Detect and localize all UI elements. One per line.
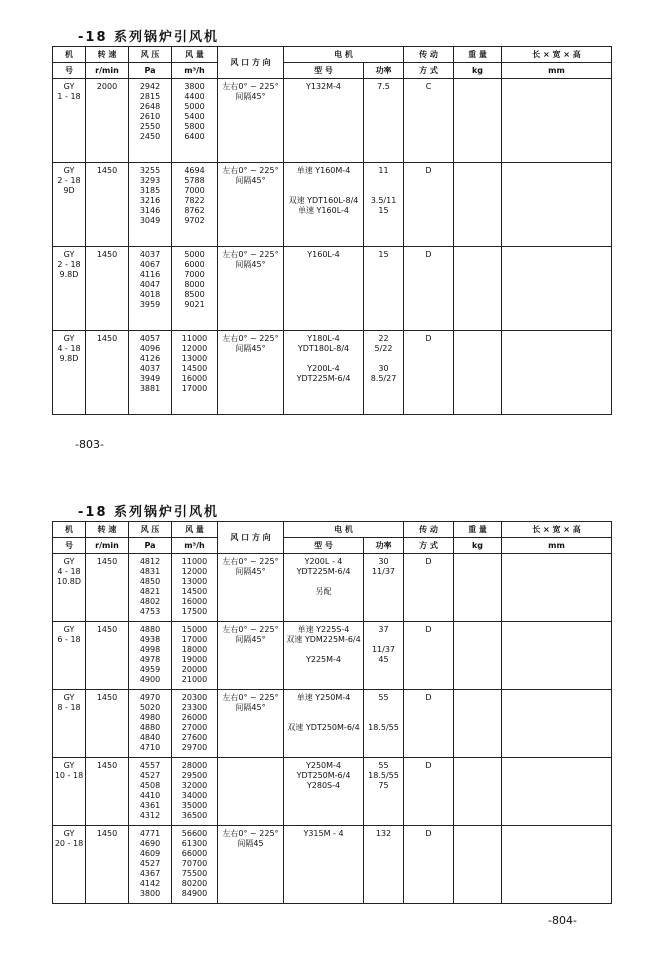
- table-row: [53, 690, 612, 758]
- header-weight-unit: kg: [454, 63, 502, 79]
- speed-cell: 1450: [86, 554, 129, 622]
- pressure-cell: 4057 4096 4126 4037 3949 3881: [129, 331, 172, 415]
- outlet-cell: 左右0° ~ 225° 间隔45°: [218, 622, 284, 690]
- pressure-cell: 4037 4067 4116 4047 4018 3959: [129, 247, 172, 331]
- header-dims: 长 × 宽 × 高: [502, 47, 612, 63]
- header-dims-unit: mm: [502, 538, 612, 554]
- table-row: [53, 758, 612, 826]
- model-cell: GY 8 - 18: [53, 690, 86, 758]
- motor-power-cell: 37 11/37 45: [364, 622, 404, 690]
- page1-title: -18 系列锅炉引风机: [78, 30, 220, 45]
- motor-type-cell: Y132M-4: [284, 79, 364, 163]
- flow-cell: 11000 12000 13000 14500 16000 17500: [172, 554, 218, 622]
- weight-cell: [454, 690, 502, 758]
- drive-cell: D: [404, 247, 454, 331]
- drive-cell: D: [404, 758, 454, 826]
- header-pressure-unit: Pa: [129, 63, 172, 79]
- outlet-cell: 左右0° ~ 225° 间隔45°: [218, 554, 284, 622]
- page2-spec-table: [52, 521, 612, 904]
- pressure-cell: 4880 4938 4998 4978 4959 4900: [129, 622, 172, 690]
- weight-cell: [454, 622, 502, 690]
- header-speed-unit: r/min: [86, 538, 129, 554]
- speed-cell: 1450: [86, 163, 129, 247]
- motor-power-cell: 55 18.5/55 75: [364, 758, 404, 826]
- header-motor-power: 功率: [364, 538, 404, 554]
- motor-power-cell: 22 5/22 30 8.5/27: [364, 331, 404, 415]
- outlet-cell: 左右0° ~ 225° 间隔45°: [218, 690, 284, 758]
- model-cell: GY 6 - 18: [53, 622, 86, 690]
- pressure-cell: 4970 5020 4980 4880 4840 4710: [129, 690, 172, 758]
- dims-cell: [502, 331, 612, 415]
- header-weight: 重 量: [454, 47, 502, 63]
- outlet-cell: [218, 758, 284, 826]
- header-flow-unit: m³/h: [172, 538, 218, 554]
- motor-power-cell: 11 3.5/11 15: [364, 163, 404, 247]
- flow-cell: 28000 29500 32000 34000 35000 36500: [172, 758, 218, 826]
- dims-cell: [502, 247, 612, 331]
- motor-power-cell: 15: [364, 247, 404, 331]
- page1-spec-table: [52, 46, 612, 415]
- flow-cell: 3800 4400 5000 5400 5800 6400: [172, 79, 218, 163]
- model-cell: GY 2 - 18 9D: [53, 163, 86, 247]
- header-outlet: 风 口 方 向: [218, 47, 284, 79]
- drive-cell: D: [404, 826, 454, 904]
- flow-cell: 15000 17000 18000 19000 20000 21000: [172, 622, 218, 690]
- drive-cell: D: [404, 690, 454, 758]
- weight-cell: [454, 554, 502, 622]
- table-row: [53, 79, 612, 163]
- motor-power-cell: 7.5: [364, 79, 404, 163]
- motor-power-cell: 30 11/37: [364, 554, 404, 622]
- table-row: [53, 554, 612, 622]
- outlet-cell: 左右0° ~ 225° 间隔45°: [218, 79, 284, 163]
- header-speed: 转 速: [86, 522, 129, 538]
- motor-type-cell: Y200L - 4 YDT225M-6/4 另配: [284, 554, 364, 622]
- header-pressure: 风 压: [129, 522, 172, 538]
- model-cell: GY 4 - 18 10.8D: [53, 554, 86, 622]
- header-model: 机: [53, 47, 86, 63]
- speed-cell: 1450: [86, 690, 129, 758]
- model-cell: GY 4 - 18 9.8D: [53, 331, 86, 415]
- header-pressure-unit: Pa: [129, 538, 172, 554]
- speed-cell: 1450: [86, 826, 129, 904]
- dims-cell: [502, 758, 612, 826]
- outlet-cell: 左右0° ~ 225° 间隔45°: [218, 331, 284, 415]
- outlet-cell: 左右0° ~ 225° 间隔45°: [218, 163, 284, 247]
- header-motor-type: 型 号: [284, 538, 364, 554]
- motor-power-cell: 55 18.5/55: [364, 690, 404, 758]
- header-flow-unit: m³/h: [172, 63, 218, 79]
- weight-cell: [454, 247, 502, 331]
- header-flow: 风 量: [172, 522, 218, 538]
- speed-cell: 1450: [86, 758, 129, 826]
- header-motor: 电 机: [284, 522, 404, 538]
- page1-number: -803-: [75, 438, 104, 451]
- drive-cell: D: [404, 163, 454, 247]
- motor-type-cell: Y180L-4 YDT180L-8/4 Y200L-4 YDT225M-6/4: [284, 331, 364, 415]
- header-motor-power: 功率: [364, 63, 404, 79]
- page2-title: -18 系列锅炉引风机: [78, 505, 220, 520]
- motor-type-cell: Y250M-4 YDT250M-6/4 Y280S-4: [284, 758, 364, 826]
- table-row: [53, 331, 612, 415]
- weight-cell: [454, 758, 502, 826]
- dims-cell: [502, 554, 612, 622]
- model-cell: GY 1 - 18: [53, 79, 86, 163]
- drive-cell: C: [404, 79, 454, 163]
- header-motor-type: 型 号: [284, 63, 364, 79]
- header-dims-unit: mm: [502, 63, 612, 79]
- speed-cell: 1450: [86, 622, 129, 690]
- motor-type-cell: 单速 Y160M-4 双速 YDT160L-8/4 单速 Y160L-4: [284, 163, 364, 247]
- speed-cell: 2000: [86, 79, 129, 163]
- flow-cell: 4694 5788 7000 7822 8762 9702: [172, 163, 218, 247]
- header-speed: 转 速: [86, 47, 129, 63]
- dims-cell: [502, 826, 612, 904]
- weight-cell: [454, 163, 502, 247]
- header-model-unit: 号: [53, 63, 86, 79]
- dims-cell: [502, 163, 612, 247]
- dims-cell: [502, 622, 612, 690]
- pressure-cell: 3255 3293 3185 3216 3146 3049: [129, 163, 172, 247]
- motor-type-cell: 单速 Y225S-4 双速 YDM225M-6/4 Y225M-4: [284, 622, 364, 690]
- outlet-cell: 左右0° ~ 225° 间隔45: [218, 826, 284, 904]
- header-weight: 重 量: [454, 522, 502, 538]
- weight-cell: [454, 79, 502, 163]
- dims-cell: [502, 690, 612, 758]
- model-cell: GY 20 - 18: [53, 826, 86, 904]
- table-row: [53, 163, 612, 247]
- page2-number: -804-: [548, 914, 577, 927]
- weight-cell: [454, 826, 502, 904]
- header-drive: 传 动: [404, 47, 454, 63]
- model-cell: GY 10 - 18: [53, 758, 86, 826]
- drive-cell: D: [404, 622, 454, 690]
- motor-power-cell: 132: [364, 826, 404, 904]
- motor-type-cell: Y160L-4: [284, 247, 364, 331]
- outlet-cell: 左右0° ~ 225° 间隔45°: [218, 247, 284, 331]
- model-cell: GY 2 - 18 9.8D: [53, 247, 86, 331]
- flow-cell: 11000 12000 13000 14500 16000 17000: [172, 331, 218, 415]
- header-drive: 传 动: [404, 522, 454, 538]
- header-motor: 电 机: [284, 47, 404, 63]
- table-row: [53, 826, 612, 904]
- drive-cell: D: [404, 331, 454, 415]
- motor-type-cell: Y315M - 4: [284, 826, 364, 904]
- header-outlet: 风 口 方 向: [218, 522, 284, 554]
- header-weight-unit: kg: [454, 538, 502, 554]
- flow-cell: 5000 6000 7000 8000 8500 9021: [172, 247, 218, 331]
- header-dims: 长 × 宽 × 高: [502, 522, 612, 538]
- header-pressure: 风 压: [129, 47, 172, 63]
- dims-cell: [502, 79, 612, 163]
- speed-cell: 1450: [86, 331, 129, 415]
- pressure-cell: 4771 4690 4609 4527 4367 4142 3800: [129, 826, 172, 904]
- flow-cell: 56600 61300 66000 70700 75500 80200 84900: [172, 826, 218, 904]
- pressure-cell: 4812 4831 4850 4821 4802 4753: [129, 554, 172, 622]
- pressure-cell: 4557 4527 4508 4410 4361 4312: [129, 758, 172, 826]
- header-model-unit: 号: [53, 538, 86, 554]
- flow-cell: 20300 23300 26000 27000 27600 29700: [172, 690, 218, 758]
- table-row: [53, 247, 612, 331]
- motor-type-cell: 单速 Y250M-4 双速 YDT250M-6/4: [284, 690, 364, 758]
- header-flow: 风 量: [172, 47, 218, 63]
- pressure-cell: 2942 2815 2648 2610 2550 2450: [129, 79, 172, 163]
- drive-cell: D: [404, 554, 454, 622]
- header-model: 机: [53, 522, 86, 538]
- header-speed-unit: r/min: [86, 63, 129, 79]
- header-drive-unit: 方 式: [404, 538, 454, 554]
- weight-cell: [454, 331, 502, 415]
- speed-cell: 1450: [86, 247, 129, 331]
- header-drive-unit: 方 式: [404, 63, 454, 79]
- table-row: [53, 622, 612, 690]
